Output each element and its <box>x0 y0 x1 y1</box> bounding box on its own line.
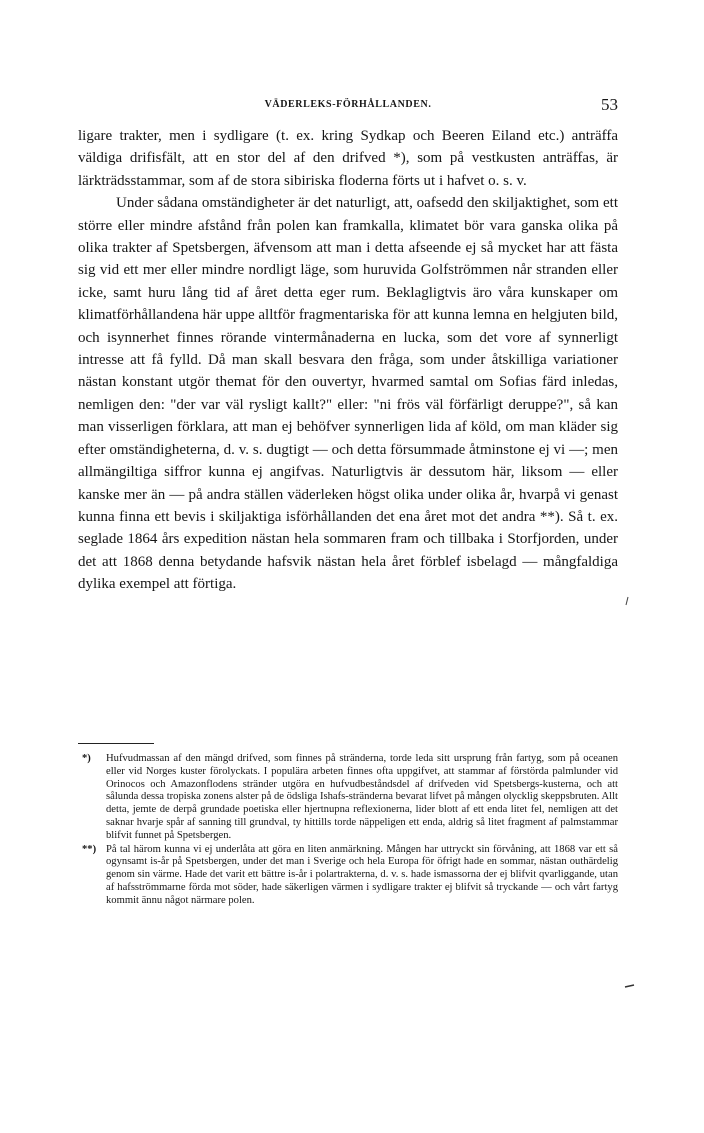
ink-speck <box>624 596 630 606</box>
footnotes <box>78 753 618 909</box>
footnote-text: På tal härom kunna vi ej underlåta att göra en liten anmärkning. Mången har uttryckt sin förvåning, att 1868 var ett så ogynsamt is-år på Spetsbergen, under det man i Sverige och hela Europa för öfrigt hade en sommar, nästan outhärdelig genom sin värme. Hade det varit ett bättre is-år i polartrakterna, d. v. s. hade ismassorna der ej blifvit qvarliggande, utan af hafsströmmarne förda mot söder, hade säkerligen värmen i sydligare trakter ej blifvit så tryckande — och vårt fartyg kommit ännu något närmare polen. <box>106 843 618 906</box>
running-title: VÄDERLEKS-FÖRHÅLLANDEN. <box>264 99 432 110</box>
main-text <box>78 125 618 596</box>
footnote <box>78 753 618 843</box>
footnote-mark: **) <box>82 843 97 855</box>
footnote <box>78 844 618 908</box>
paragraph: Under sådana omständigheter är det naturligt, att, oafsedd den skiljaktighet, som ett större eller mindre afstånd från polen kan framkalla, klimatet bör vara ganska olika på olika trakter af Spetsbergen, äfvensom att man i detta afseende ej så mycket har att fästa sig vid ett mer eller mindre nordligt läge, som huruvida Golfströmmen når stranden eller icke, samt huru lång tid af året detta eger rum. Beklagligtvis äro våra kunskaper om klimatförhållandena här uppe alltför fragmentariska för att kunna lemna en helgjuten bild, och isynnerhet finnes rörande vintermånaderna en lucka, som det vore af synnerligt intresse att få fylld. Då man skall besvara den fråga, som under åtskilliga variationer nästan konstant utgör themat för den ouvertyr, hvarmed samtal om Sofias färd inledas, nemligen den: "der var väl rysligt kallt?" eller: "ni frös väl förfärligt deruppe?", så kan man visserligen förklara, att man ej behöfver synnerligen lida af köld, om man kläder sig efter omständigheterna, d. v. s. dugtigt — och detta försummade åtminstone ej vi —; men allmängiltiga siffror kunna ej angifvas. Naturligtvis är dessutom här, liksom — eller kanske mer än — på andra ställen väderleken högst olika under olika år, hvarpå vi genast kunna finna ett bevis i skiljaktiga isförhållanden det ena året mot det andra **). Så t. ex. seglade 1864 års expedition nästan hela sommaren fram och tillbaka i Storfjorden, under det att 1868 denna betydande hafsvik nästan hela året förblef isbelagd — mångfaldiga dylika exempel att förtiga. <box>78 195 618 593</box>
footnote-separator <box>78 743 154 744</box>
paragraph: ligare trakter, men i sydligare (t. ex. kring Sydkap och Beeren Eiland etc.) anträffa väldiga drifisfält, att en stor del af den drifved *), som på vestkusten anträffas, är lärkträdsstammar, som af de stora sibiriska floderna förts ut i hafvet o. s. v. <box>78 128 618 189</box>
footnote-text: Hufvudmassan af den mängd drifved, som finnes på stränderna, torde leda sitt ursprung från fartyg, som på oceanen eller vid Norges kuster förolyckats. I populära arbeten finnes ofta uppgifvet, att stammar af förstörda palmlunder vid Orinocos och Amazonflodens stränder utgöra en hufvudbeståndsdel af drifveden vid Spetsbergs-kusterna, och att sålunda dessa tropiska zonens alster på de ödsliga Ishafs-stränderna bevarat lifvet på mången olycklig skeppsbruten. Allt detta, jemte de derpå grundade poetiska eller hjertnupna reflexionerna, lider blott af ett enda litet fel, nemligen att det saknar hvarje spår af sanning till grundval, ty hittills torde näppeligen ett enda, aldrig så litet fragment af palmstammar blifvit funnet på Spetsbergen. <box>106 753 618 841</box>
page-header <box>78 97 618 117</box>
ink-speck <box>624 983 636 989</box>
page-number: 53 <box>601 95 618 114</box>
footnote-mark: *) <box>82 753 91 764</box>
